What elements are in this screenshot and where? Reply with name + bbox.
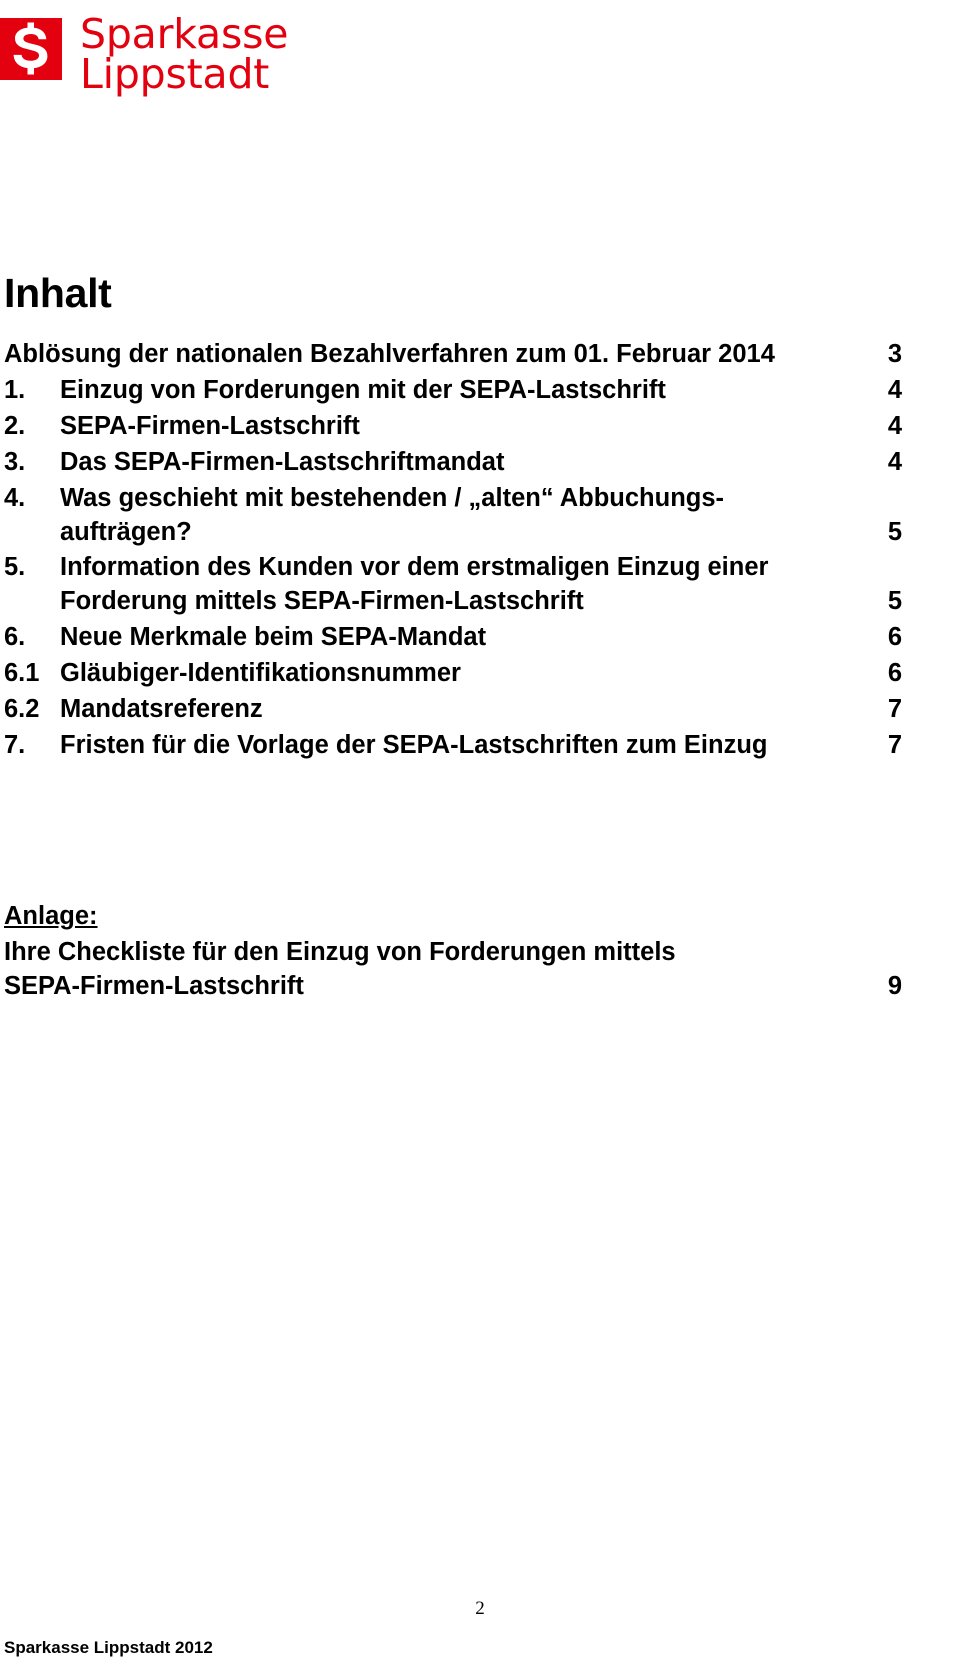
- toc-entry-label: Gläubiger-Identifikationsnummer: [60, 659, 461, 688]
- toc-entry-page: 4: [887, 411, 902, 440]
- toc-entry-number: 4.: [4, 483, 26, 512]
- attachment-entry[interactable]: [4, 936, 902, 1004]
- toc-entry-page: 4: [887, 375, 902, 404]
- toc-entry-page: 5: [887, 587, 902, 616]
- toc-entry-number: 7.: [4, 730, 26, 759]
- toc-entry-number: 6.2: [4, 695, 40, 724]
- toc-entry-page: 7: [887, 695, 902, 724]
- toc-entry-number: 3.: [4, 447, 26, 476]
- brand-name-line1: Sparkasse: [80, 10, 289, 58]
- toc-entry-label: Information des Kunden vor dem erstmaligen Einzug einer Forderung mittels SEPA-Firmen-Lastschrift: [60, 553, 769, 616]
- toc-entry[interactable]: [4, 657, 902, 691]
- toc-entry-label: Ablösung der nationalen Bezahlverfahren zum 01. Februar 2014: [4, 340, 775, 368]
- toc-entry-label: Das SEPA-Firmen-Lastschriftmandat: [60, 447, 505, 476]
- table-of-contents: [4, 338, 902, 765]
- toc-entry-label: SEPA-Firmen-Lastschrift: [60, 411, 360, 440]
- page-title: Inhalt: [4, 270, 112, 316]
- footer-imprint: Sparkasse Lippstadt 2012: [4, 1638, 213, 1657]
- toc-entry[interactable]: [4, 729, 902, 763]
- toc-entry-page: 4: [887, 447, 902, 476]
- toc-entry[interactable]: [4, 621, 902, 655]
- brand-name-line2: Lippstadt: [80, 50, 270, 99]
- toc-entry-label: Einzug von Forderungen mit der SEPA-Lastschrift: [60, 375, 666, 404]
- toc-entry-page: 3: [887, 340, 902, 368]
- toc-entry[interactable]: [4, 693, 902, 727]
- attachment-section: [4, 900, 902, 1004]
- toc-entry-page: 5: [887, 517, 902, 546]
- toc-entry-number: 6.1: [4, 659, 40, 688]
- toc-entry-number: 1.: [4, 375, 26, 404]
- toc-entry-number: 5.: [4, 553, 26, 582]
- toc-entry[interactable]: [4, 551, 902, 619]
- attachment-heading: Anlage:: [4, 902, 98, 930]
- sparkasse-s-logo-icon: [0, 18, 62, 80]
- toc-entry-number: 2.: [4, 411, 26, 440]
- toc-entry[interactable]: [4, 374, 902, 408]
- footer-page-number: 2: [475, 1598, 485, 1619]
- toc-entry[interactable]: [4, 446, 902, 480]
- toc-entry-page: 6: [887, 659, 902, 688]
- toc-entry-number: 6.: [4, 623, 26, 652]
- toc-entry-label: Mandatsreferenz: [60, 695, 263, 724]
- toc-entry[interactable]: [4, 410, 902, 444]
- attachment-page: 9: [887, 971, 902, 1000]
- toc-entry[interactable]: [4, 482, 902, 550]
- toc-entry-page: 6: [887, 623, 902, 652]
- brand-name: [80, 10, 289, 99]
- toc-entry[interactable]: [4, 338, 902, 372]
- toc-entry-label: Was geschieht mit bestehenden / „alten“ Abbuchungs- aufträgen?: [60, 483, 725, 546]
- toc-entry-label: Neue Merkmale beim SEPA-Mandat: [60, 623, 487, 652]
- attachment-label: Ihre Checkliste für den Einzug von Forderungen mittels SEPA-Firmen-Lastschrift: [4, 937, 676, 1000]
- brand-logo: [0, 10, 289, 99]
- toc-entry-page: 7: [887, 730, 902, 759]
- toc-entry-label: Fristen für die Vorlage der SEPA-Lastschriften zum Einzug: [60, 730, 768, 759]
